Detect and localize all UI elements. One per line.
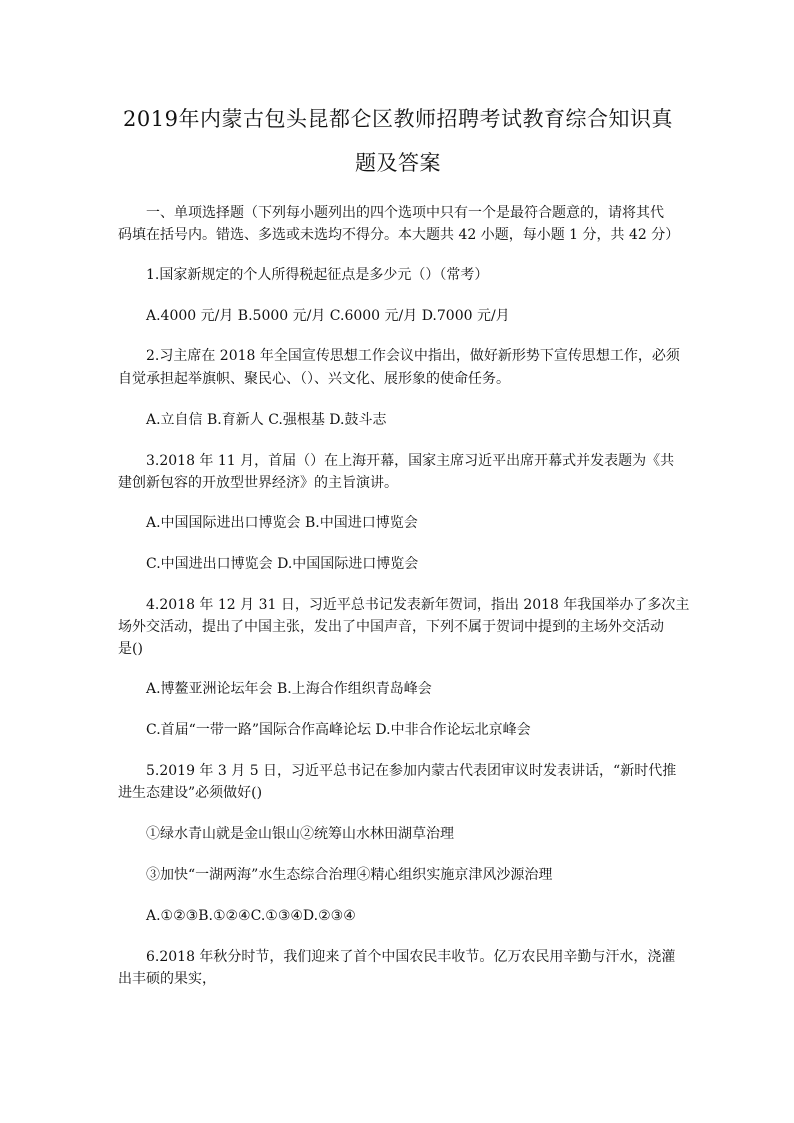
question-4-options-1: A.博鳌亚洲论坛年会 B.上海合作组织青岛峰会: [146, 681, 432, 697]
question-5-line-1: 5.2019 年 3 月 5 日，习近平总书记在参加内蒙古代表团审议时发表讲话，“新时代推: [146, 763, 677, 779]
question-4-line-1: 4.2018 年 12 月 31 日，习近平总书记发表新年贺词，指出 2018 年我国举办了多次主: [146, 597, 690, 613]
question-4-line-3: 是(): [118, 641, 143, 657]
question-4-line-2: 场外交活动，提出了中国主张，发出了中国声音，下列不属于贺词中提到的主场外交活动: [118, 619, 664, 635]
question-5-item-1: ①绿水青山就是金山银山②统筹山水林田湖草治理: [146, 826, 454, 842]
question-3-options-2: C.中国进出口博览会 D.中国国际进口博览会: [146, 556, 419, 572]
question-4-options-2: C.首届“一带一路”国际合作高峰论坛 D.中非合作论坛北京峰会: [146, 722, 531, 738]
question-6-line-1: 6.2018 年秋分时节，我们迎来了首个中国农民丰收节。亿万农民用辛勤与汗水，浇灌: [146, 949, 676, 965]
document-title-line-2: 题及答案: [355, 151, 441, 175]
question-2-options: A.立自信 B.育新人 C.强根基 D.鼓斗志: [146, 412, 387, 428]
question-3-options-1: A.中国国际进出口博览会 B.中国进口博览会: [146, 515, 418, 531]
question-2-line-2: 自觉承担起举旗帜、聚民心、（）、兴文化、展形象的使命任务。: [118, 371, 510, 387]
question-3-line-1: 3.2018 年 11 月，首届（）在上海开幕，国家主席习近平出席开幕式并发表题为《共: [146, 453, 675, 469]
question-1: 1.国家新规定的个人所得税起征点是多少元（）（常考）: [146, 267, 489, 283]
question-3-line-2: 建创新包容的开放型世界经济》的主旨演讲。: [118, 475, 398, 491]
question-5-line-2: 进生态建设”必须做好(): [118, 785, 263, 801]
question-6-line-2: 出丰硕的果实，: [118, 971, 216, 987]
section-heading-line-2: 码填在括号内。错选、多选或未选均不得分。本大题共 42 小题，每小题 1 分，共 42 分）: [118, 227, 680, 243]
section-heading-line-1: 一、单项选择题（下列每小题列出的四个选项中只有一个是最符合题意的，请将其代: [146, 205, 664, 221]
question-5-options: A.①②③B.①②④C.①③④D.②③④: [146, 908, 356, 924]
question-1-options: A.4000 元/月 B.5000 元/月 C.6000 元/月 D.7000 元/月: [146, 308, 510, 324]
question-2-line-1: 2.习主席在 2018 年全国宣传思想工作会议中指出，做好新形势下宣传思想工作，必须: [146, 348, 680, 364]
document-title-line-1: 2019年内蒙古包头昆都仑区教师招聘考试教育综合知识真: [123, 107, 673, 131]
question-5-item-2: ③加快“一湖两海”水生态综合治理④精心组织实施京津风沙源治理: [146, 867, 553, 883]
